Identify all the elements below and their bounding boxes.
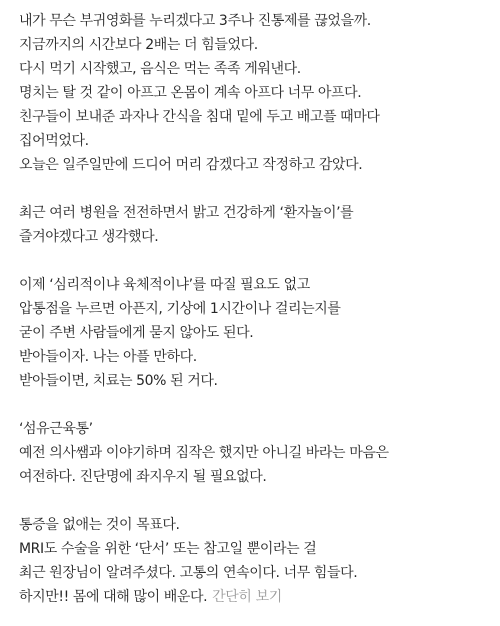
text-line: 오늘은 일주일만에 드디어 머리 감겠다고 작정하고 감았다. xyxy=(19,157,363,173)
text-line: 예전 의사쌤과 이야기하며 짐작은 했지만 아니길 바라는 마음은 xyxy=(19,445,389,461)
text-line: 집어먹었다. xyxy=(19,133,89,149)
text-line: 내가 무슨 부귀영화를 누리겠다고 3주나 진통제를 끊었을까. xyxy=(19,13,371,29)
text-line: 압통점을 누르면 아픈지, 기상에 1시간이나 걸리는지를 xyxy=(19,301,341,317)
paragraph-gap xyxy=(19,249,489,273)
text-line: 여전하다. 진단명에 좌지우지 될 필요없다. xyxy=(19,469,267,485)
paragraph-4 xyxy=(19,417,489,489)
post-body xyxy=(19,9,489,609)
text-line: 굳이 주변 사람들에게 묻지 않아도 된다. xyxy=(19,325,254,341)
text-line: ‘섬유근육통’ xyxy=(19,421,93,437)
text-line: 최근 여러 병원을 전전하면서 밝고 건강하게 ‘환자놀이’를 xyxy=(19,205,354,221)
text-line: 이제 ‘심리적이냐 육체적이냐’를 따질 필요도 없고 xyxy=(19,277,310,293)
text-line: 받아들이자. 나는 아플 만하다. xyxy=(19,349,197,365)
paragraph-gap xyxy=(19,177,489,201)
paragraph-1 xyxy=(19,9,489,177)
text-line: 통증을 없애는 것이 목표다. xyxy=(19,517,180,533)
paragraph-5 xyxy=(19,513,489,609)
text-line: 받아들이면, 치료는 50% 된 거다. xyxy=(19,373,218,389)
text-line: 최근 원장님이 알려주셨다. 고통의 연속이다. 너무 힘들다. xyxy=(19,565,358,581)
collapse-link[interactable]: 간단히 보기 xyxy=(212,589,282,605)
text-line: MRI도 수술을 위한 ‘단서’ 또는 참고일 뿐이라는 걸 xyxy=(19,541,317,557)
text-line: 명치는 탈 것 같이 아프고 온몸이 계속 아프다 너무 아프다. xyxy=(19,85,362,101)
paragraph-3 xyxy=(19,273,489,393)
text-line: 친구들이 보내준 과자나 간식을 침대 밑에 두고 배고플 때마다 xyxy=(19,109,380,125)
text-line: 다시 먹기 시작했고, 음식은 먹는 족족 게워낸다. xyxy=(19,61,301,77)
paragraph-2 xyxy=(19,201,489,249)
last-line xyxy=(19,585,489,609)
paragraph-gap xyxy=(19,489,489,513)
text-line: 지금까지의 시간보다 2배는 더 힘들었다. xyxy=(19,37,258,53)
text-line: 하지만!! 몸에 대해 많이 배운다. xyxy=(19,589,208,605)
paragraph-gap xyxy=(19,393,489,417)
text-line: 즐겨야겠다고 생각했다. xyxy=(19,229,159,245)
